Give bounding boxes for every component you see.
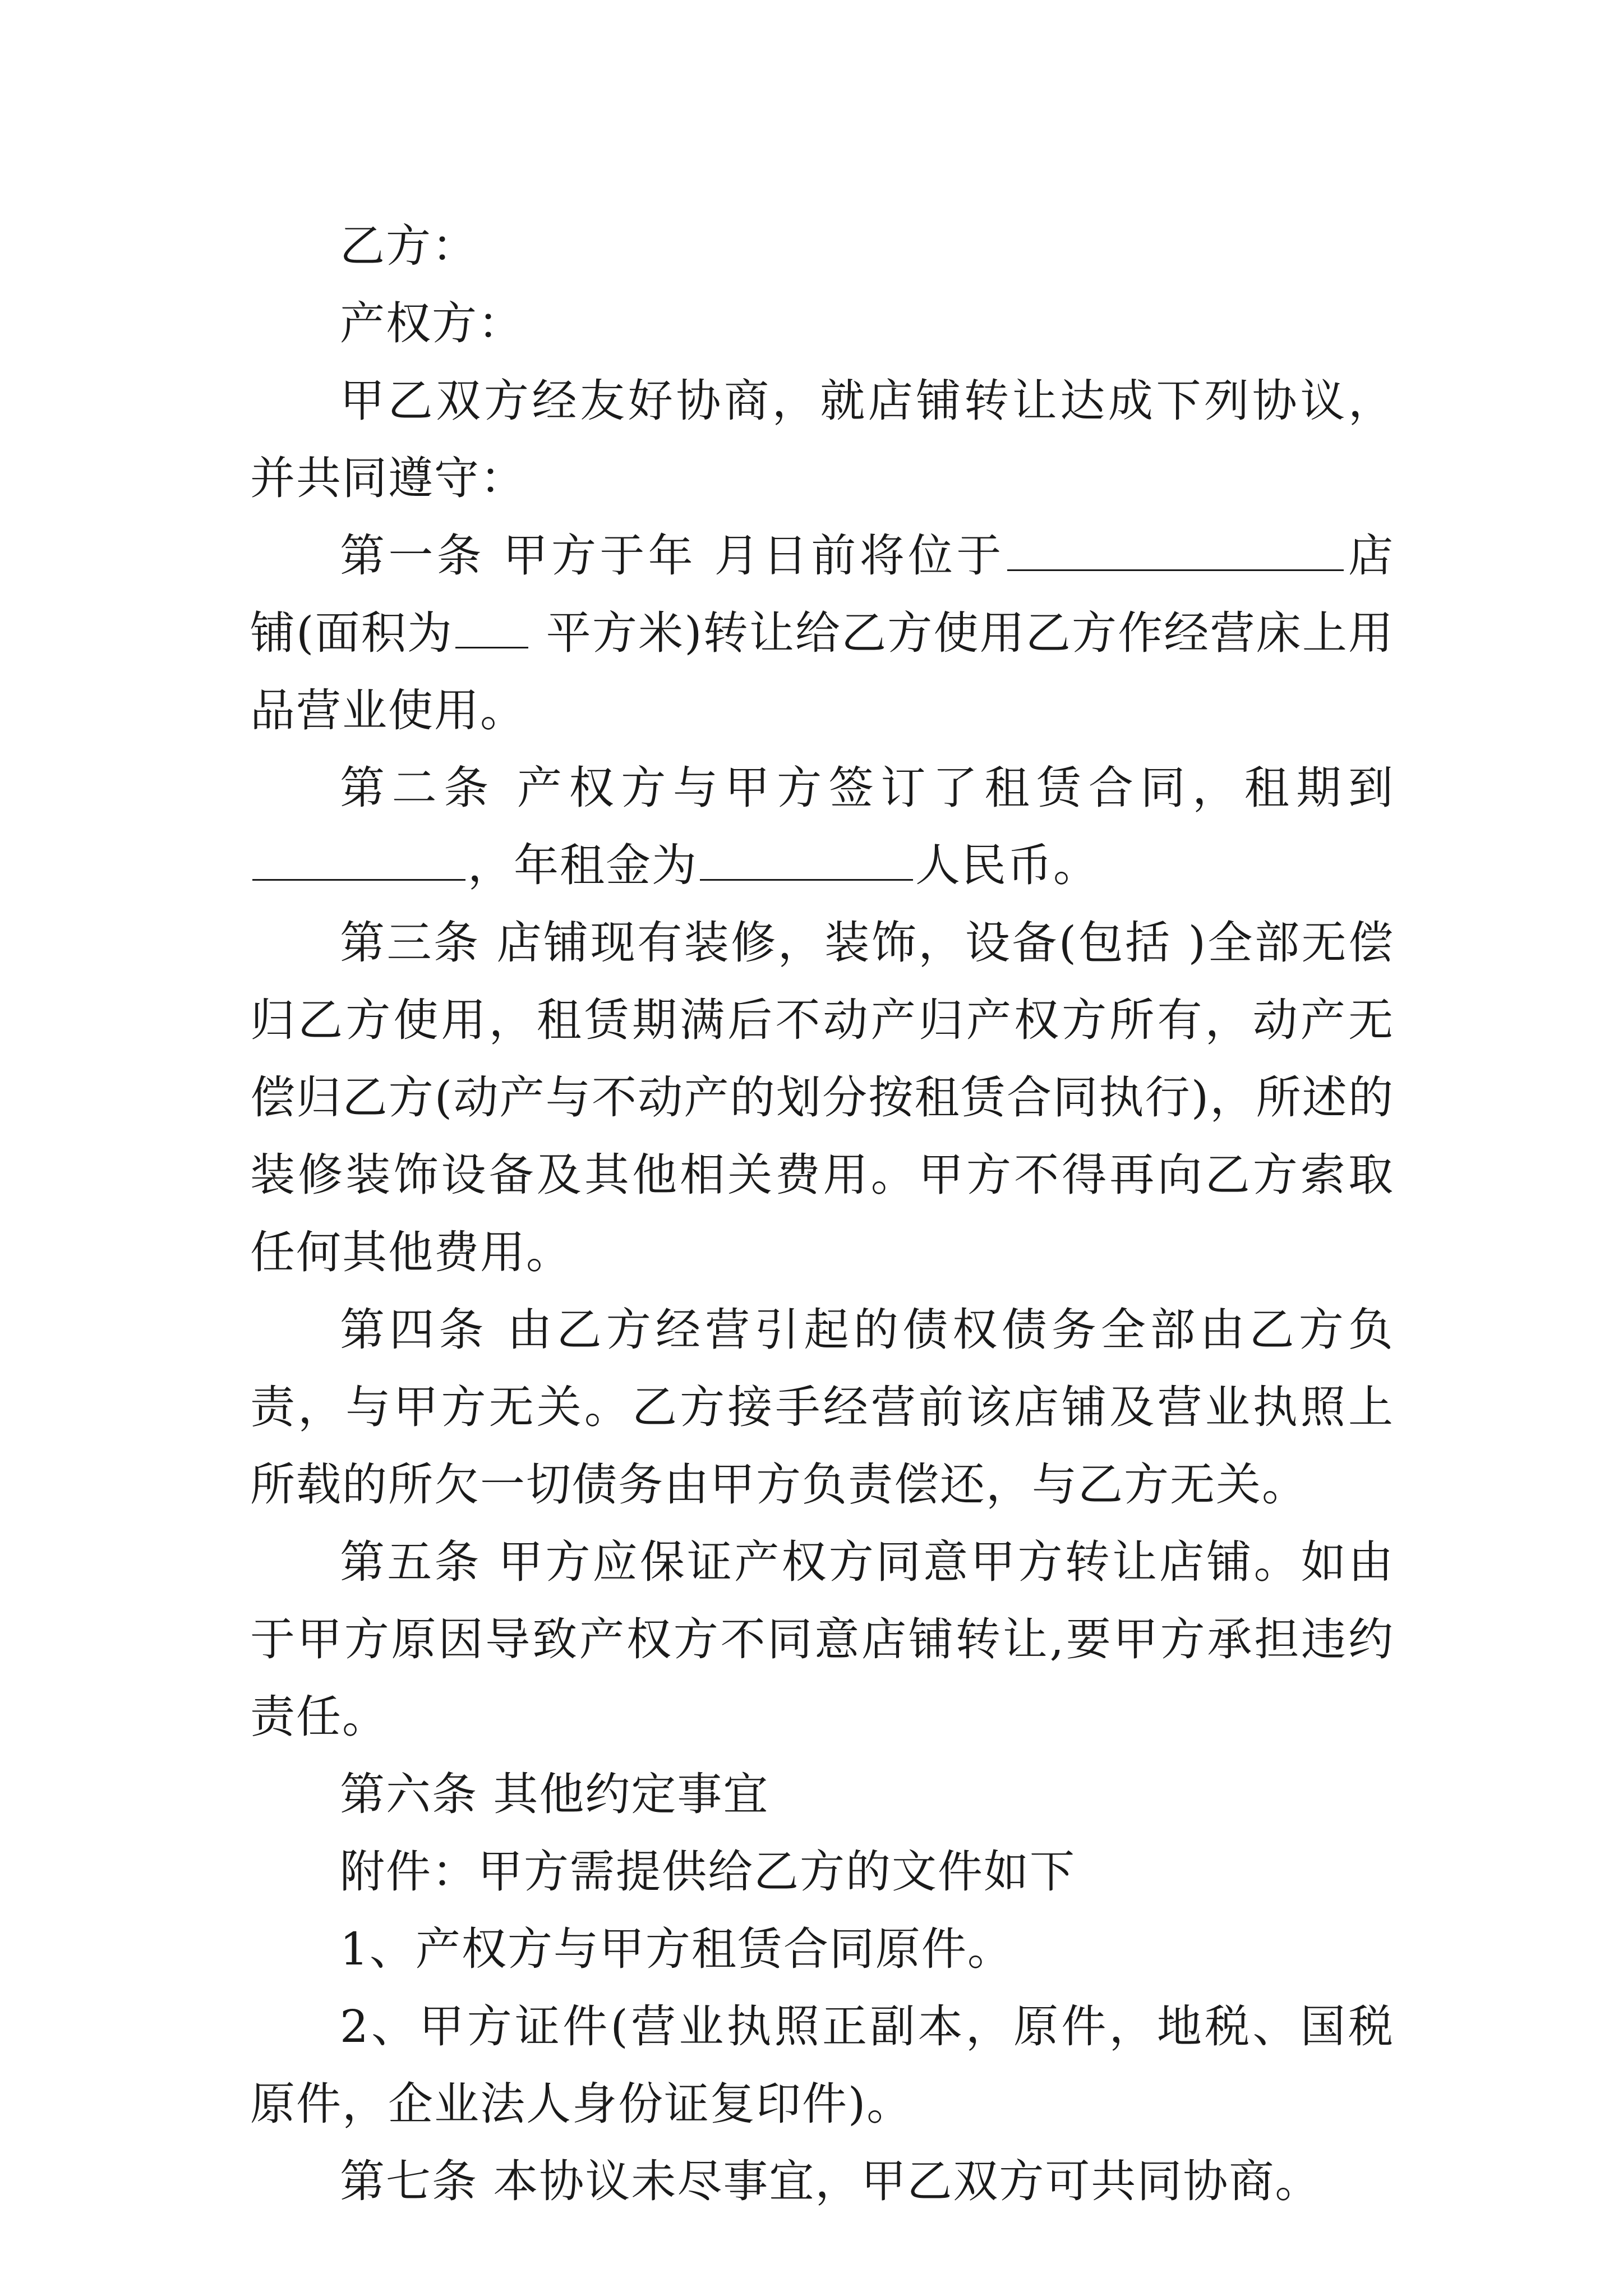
- article-2-text-a: 第二条 产权方与甲方签订了租赁合同，租期到: [340, 762, 1394, 814]
- article-7: 第七条 本协议未尽事宜，甲乙双方可共同协商。: [340, 2155, 1321, 2207]
- article-1-text-a: 第一条 甲方于年 月日前将位于: [340, 530, 1005, 582]
- attachment-item-1: 1、产权方与甲方租赁合同原件。: [340, 1923, 1013, 1975]
- article-2-text-b: ，年租金为: [468, 839, 698, 891]
- article-1: [250, 517, 1394, 749]
- attachment-heading: 附件：甲方需提供给乙方的文件如下: [340, 1846, 1076, 1898]
- location-blank: [1007, 528, 1344, 571]
- party-b-line: 乙方：: [340, 220, 478, 272]
- document-body: [250, 208, 1394, 2220]
- intro-paragraph: 甲乙双方经友好协商，就店铺转让达成下列协议，并共同遵守：: [250, 375, 1394, 504]
- annual-rent-blank: [700, 838, 913, 881]
- article-4: 第四条 由乙方经营引起的债权债务全部由乙方负责，与甲方无关。乙方接手经营前该店铺及营业执照上所载的所欠一切债务由甲方负责偿还，与乙方无关。: [250, 1304, 1394, 1511]
- attachment-item-2: 2、甲方证件(营业执照正副本，原件，地税、国税原件，企业法人身份证复印件)。: [250, 2000, 1394, 2130]
- lease-term-blank: [252, 838, 465, 881]
- article-3: 第三条 店铺现有装修，装饰，设备(包括 )全部无偿归乙方使用，租赁期满后不动产归产权方所有，动产无偿归乙方(动产与不动产的划分按租赁合同执行)，所述的装修装饰设备及其他相关费用。甲方不得再向乙方索取任何其他费用。: [250, 917, 1394, 1278]
- article-6: 第六条 其他约定事宜: [340, 1768, 769, 1820]
- article-5: 第五条 甲方应保证产权方同意甲方转让店铺。如由于甲方原因导致产权方不同意店铺转让,要甲方承担违约责任。: [250, 1536, 1394, 1743]
- property-owner-line: 产权方：: [340, 297, 524, 349]
- article-2-text-c: 人民币。: [915, 839, 1099, 891]
- article-2: [250, 749, 1394, 904]
- area-blank: [455, 605, 528, 648]
- article-1-text-b: 店铺(面积为: [250, 530, 1395, 659]
- article-1-text-c: 平方米)转让给乙方使用乙方作经营床上用品营业使用。: [250, 607, 1394, 737]
